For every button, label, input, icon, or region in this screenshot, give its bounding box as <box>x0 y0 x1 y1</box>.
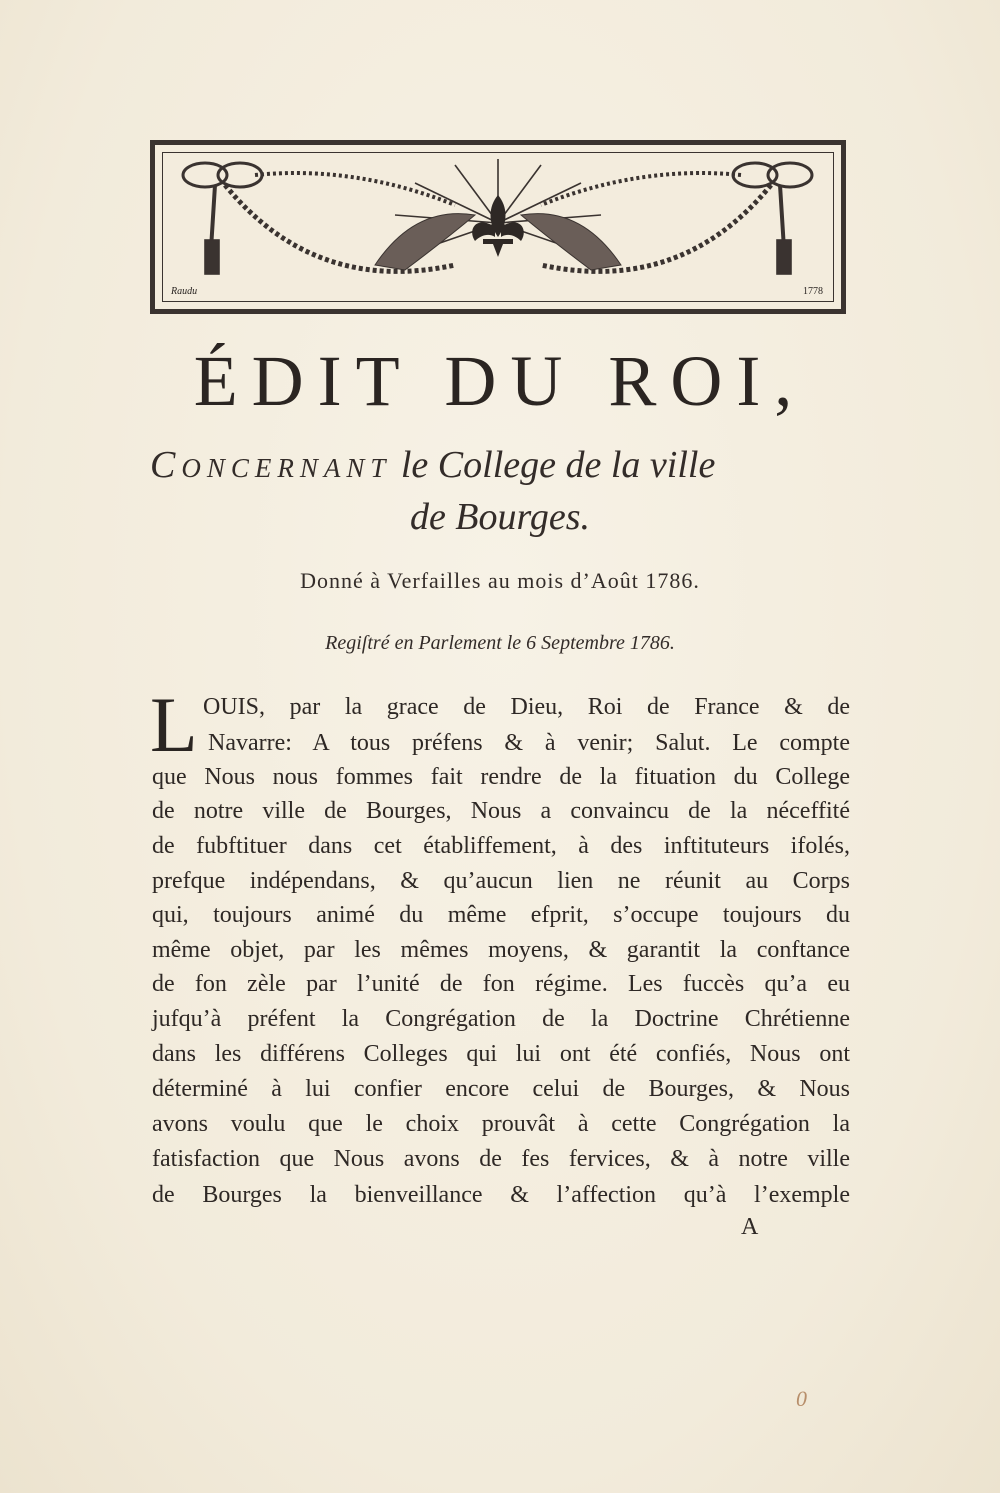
body-line: jufqu’à préfent la Congrégation de la Doctrine Chrétienne <box>152 1006 850 1032</box>
body-line: que Nous nous fommes fait rendre de la fituation du College <box>152 764 850 790</box>
engraved-headpiece <box>150 140 846 314</box>
given-date: Donné à Verfailles au mois d’Août 1786. <box>300 568 700 593</box>
subtitle-rest: le College de la ville <box>391 444 716 486</box>
engraved-year: 1778 <box>803 286 823 297</box>
body-line: même objet, par les mêmes moyens, & garantit la conftance <box>152 937 850 963</box>
body-line: de fon zèle par l’unité de fon régime. Les fuccès qu’a eu <box>152 971 850 997</box>
subtitle-line-2: de Bourges. <box>409 496 591 538</box>
body-line: Navarre: A tous préfens & à venir; Salut. Le compte <box>208 730 850 756</box>
body-line: prefque indépendans, & qu’aucun lien ne réunit au Corps <box>152 868 850 894</box>
body-line: avons voulu que le choix prouvât à cette Congrégation la <box>152 1111 850 1137</box>
body-line: de notre ville de Bourges, Nous a convaincu de la néceffité <box>152 798 850 824</box>
body-line: qui, toujours animé du même efprit, s’occupe toujours du <box>152 902 850 928</box>
body-line: fatisfaction que Nous avons de fes fervices, & à notre ville <box>152 1146 850 1172</box>
engraver-signature: Raudu <box>171 286 198 297</box>
body-line: de Bourges la bienveillance & l’affection qu’à l’exemple <box>152 1182 850 1208</box>
signature-mark: A <box>741 1214 759 1240</box>
body-line: de fubftituer dans cet établiffement, à des inftituteurs ifolés, <box>152 833 850 859</box>
body-line: déterminé à lui confier encore celui de Bourges, & Nous <box>152 1076 850 1102</box>
drop-cap: L <box>150 681 198 768</box>
registration-date: Regiſtré en Parlement le 6 Septembre 1786. <box>325 632 675 654</box>
subtitle-caps: Concernant <box>150 444 392 486</box>
fleur-de-lis-icon <box>472 195 524 257</box>
subtitle-line-1 <box>150 443 850 487</box>
pencil-mark: 0 <box>796 1386 807 1411</box>
document-title: ÉDIT DU ROI, <box>193 341 807 421</box>
body-line: OUIS, par la grace de Dieu, Roi de France & de <box>203 694 850 720</box>
headpiece-ornament <box>155 145 841 309</box>
body-line: dans les différens Colleges qui lui ont été confiés, Nous ont <box>152 1041 850 1067</box>
